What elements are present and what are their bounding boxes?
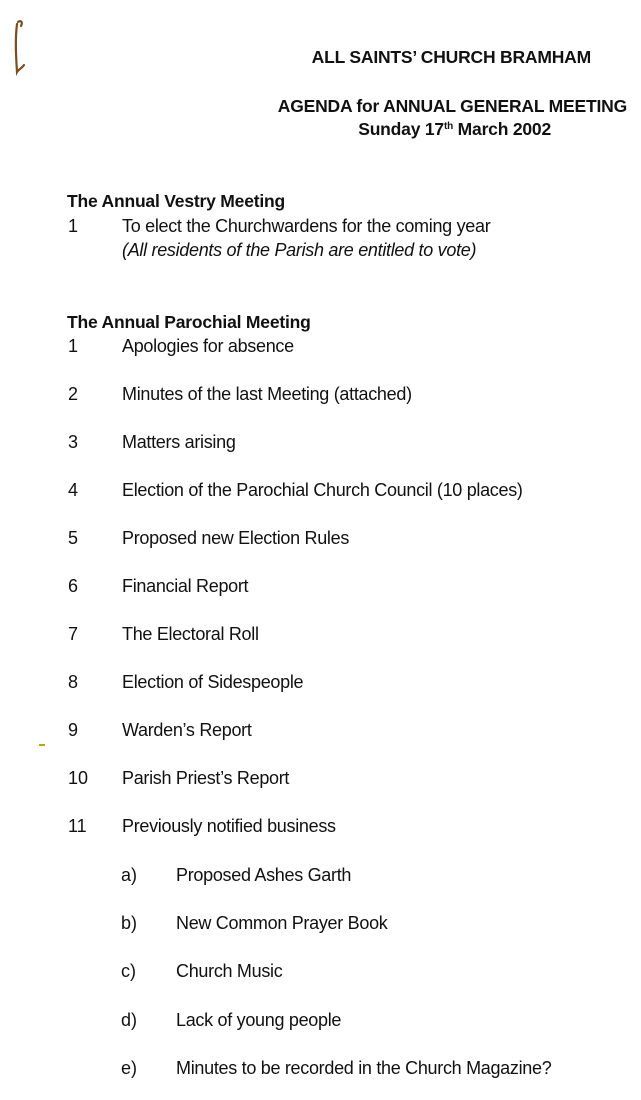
item-number: 8 [68, 672, 79, 692]
item-number: 6 [68, 576, 79, 596]
item-text: The Electoral Roll [122, 624, 259, 644]
handwritten-mark-icon [8, 16, 30, 80]
item-text: Parish Priest’s Report [122, 768, 290, 788]
subitem-letter: b) [121, 913, 138, 933]
item-text: Minutes of the last Meeting (attached) [122, 384, 412, 404]
subitem-text: New Common Prayer Book [176, 913, 388, 933]
subitem-text: Proposed Ashes Garth [176, 865, 352, 885]
item-number: 11 [68, 816, 87, 836]
item-number: 2 [68, 384, 79, 404]
date-rest: March 2002 [453, 119, 551, 139]
item-text: Financial Report [122, 576, 249, 596]
meeting-date [358, 119, 551, 140]
date-ordinal: th [443, 121, 453, 132]
church-title: ALL SAINTS’ CHURCH BRAMHAM [311, 47, 591, 67]
item-text: Warden’s Report [122, 720, 252, 740]
item-text: Election of the Parochial Church Council (10 places) [122, 480, 523, 500]
subitem-letter: a) [121, 865, 138, 885]
subitem-letter: e) [121, 1058, 138, 1078]
date-prefix: Sunday 17 [358, 119, 444, 139]
item-text: Election of Sidespeople [122, 672, 304, 692]
vestry-item-number: 1 [68, 216, 79, 236]
agenda-title: AGENDA for ANNUAL GENERAL MEETING [277, 96, 627, 116]
subitem-text: Minutes to be recorded in the Church Magazine? [176, 1058, 552, 1078]
item-number: 3 [68, 432, 79, 452]
item-number: 4 [68, 480, 79, 500]
item-text: Apologies for absence [122, 336, 294, 356]
parochial-heading: The Annual Parochial Meeting [67, 312, 311, 332]
item-number: 1 [68, 336, 79, 356]
subitem-letter: d) [121, 1010, 138, 1030]
subitem-letter: c) [121, 961, 136, 981]
item-text: Matters arising [122, 432, 236, 452]
item-number: 7 [68, 624, 79, 644]
vestry-item-text: To elect the Churchwardens for the coming year [122, 216, 491, 236]
vestry-item-note: (All residents of the Parish are entitled to vote) [122, 240, 477, 260]
item-text: Proposed new Election Rules [122, 528, 350, 548]
item-number: 9 [68, 720, 79, 740]
item-text: Previously notified business [122, 816, 336, 836]
subitem-text: Church Music [176, 961, 283, 981]
margin-dash [39, 744, 45, 746]
subitem-text: Lack of young people [176, 1010, 342, 1030]
item-number: 5 [68, 528, 79, 548]
item-number: 10 [68, 768, 89, 788]
vestry-heading: The Annual Vestry Meeting [67, 191, 286, 211]
